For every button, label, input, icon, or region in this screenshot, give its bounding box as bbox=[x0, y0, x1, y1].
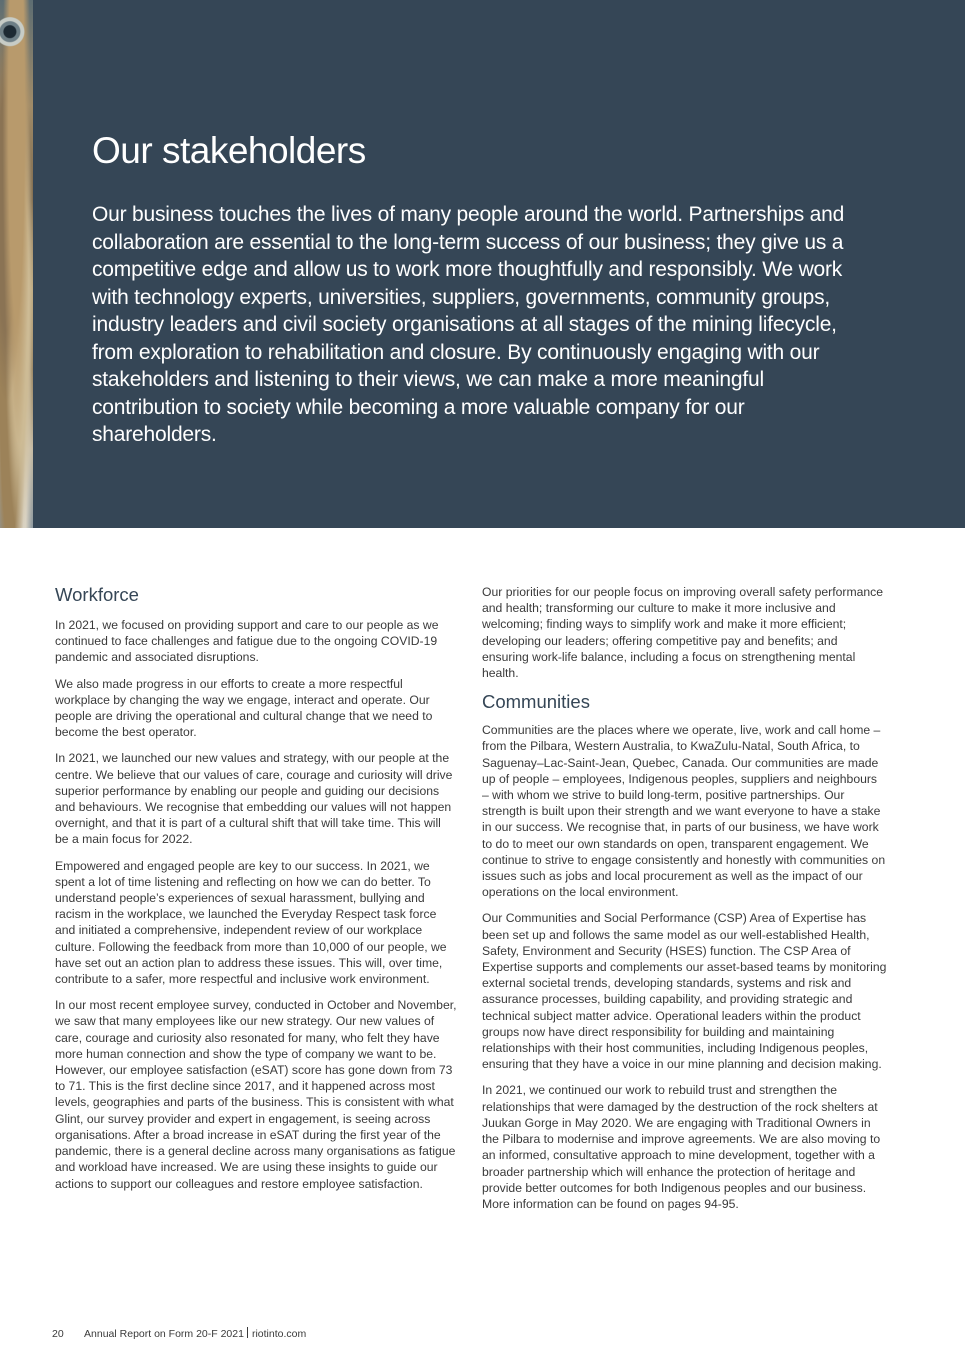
website-link[interactable]: riotinto.com bbox=[251, 1328, 307, 1340]
footer-divider bbox=[247, 1327, 248, 1338]
hero-banner bbox=[0, 0, 965, 528]
left-column bbox=[55, 584, 457, 1202]
communities-paragraph: Communities are the places where we operate, live, work and call home – from the Pilbara, Western Australia, to KwaZulu-Natal, South Africa, to Saguenay–Lac-Saint-Jean, Quebec, Canada. Our communities are made up of people – employees, Indigenous peoples, suppliers and neighbours – with whom we strive to build long-term, positive partnerships. Our strength is built upon their strength and we want everyone to have a stake in our success. We recognise that, in parts of our business, we have work to do to meet our own standards on open, transparent engagement. We continue to strive to engage consistently and honestly with communities on issues such as jobs and local procurement as well as the impact of our operations on the local environment. bbox=[482, 723, 886, 900]
priorities-paragraph: Our priorities for our people focus on improving overall safety performance and health; transforming our culture to make it more inclusive and welcoming; finding ways to simplify work and make it more efficient; developing our leaders; offering competitive pay and benefits; and ensuring work-life balance, including a focus on strengthening mental health. bbox=[482, 585, 884, 681]
workforce-paragraph: Empowered and engaged people are key to our success. In 2021, we spent a lot of time listening and reflecting on how we can do better. To understand people’s experiences of sexual harassment, bullying and racism in the workplace, we launched the Everyday Respect task force and initiated a comprehensive, independent review of our workplace culture. Following the feedback from more than 10,000 of our people, we have set out an action plan to address these issues. This will, over time, contribute to a safer, more respectful and inclusive work environment. bbox=[55, 858, 447, 987]
communities-paragraph: Our Communities and Social Performance (CSP) Area of Expertise has been set up and follows the same model as our well-established Health, Safety, Environment and Security (HSES) function. The CSP Area of Expertise supports and complements our asset-based teams by monitoring external societal trends, developing standards, systems and risk and assurance processes, building capability, and providing strategic and technical subject matter advice. Operational leaders within the product groups now have direct responsibility for building and maintaining relationships with their host communities, including Indigenous peoples, ensuring that they have a voice in our mine planning and decision making. bbox=[482, 911, 887, 1072]
page-number: 20 bbox=[52, 1328, 64, 1340]
report-name: Annual Report on Form 20-F 2021 bbox=[84, 1328, 244, 1340]
workforce-heading: Workforce bbox=[55, 584, 139, 605]
workforce-paragraph: In our most recent employee survey, conducted in October and November, we saw that many employees like our new strategy. Our new values of care, courage and curiosity also resonated for many, who felt they have more human connection and show the type of company we want to be. However, our employee satisfaction (eSAT) score has gone down from 73 to 71. This is the first decline since 2017, and it happened across most levels, geographies and parts of the business. This is consistent with what Glint, our survey provider and expert in engagement, is seeing across organisations. After a broad increase in eSAT during the first year of the pandemic, there is a general decline across many organisations as fatigue and workload have increased. We are using these insights to guide our actions to support our colleagues and restore employee satisfaction. bbox=[55, 998, 457, 1191]
intro-paragraph: Our business touches the lives of many people around the world. Partnerships and collaboration are essential to the long-term success of our business; they give us a competitive edge and allow us to work more thoughtfully and responsibly. We work with technology experts, universities, suppliers, governments, community groups, industry leaders and civil society organisations at all stages of the mining lifecycle, from exploration to rehabilitation and closure. By continuously engaging with our stakeholders and listening to their views, we can make a more meaningful contribution to society while becoming a more valuable company for our shareholders. bbox=[92, 203, 845, 446]
cover-image-strip bbox=[0, 0, 33, 528]
page-title: Our stakeholders bbox=[92, 130, 366, 171]
page-footer bbox=[52, 1327, 306, 1340]
workforce-paragraph: In 2021, we focused on providing support and care to our people as we continued to face challenges and fatigue due to the ongoing COVID-19 pandemic and associated disruptions. bbox=[55, 618, 439, 665]
communities-paragraph: In 2021, we continued our work to rebuild trust and strengthen the relationships that were damaged by the destruction of the rock shelters at Juukan Gorge in May 2020. We are engaging with Traditional Owners in the Pilbara to modernise and improve agreements. We are also moving to an informed, consultative approach to mine development, together with a broader partnership which will enhance the protection of heritage and provide better outcomes for both Indigenous peoples and our business. More information can be found on pages 94-95. bbox=[482, 1083, 881, 1211]
workforce-paragraph: We also made progress in our efforts to create a more respectful workplace by changing the way we engage, interact and operate. Our people are driving the operational and cultural change that we need to become the best operator. bbox=[55, 676, 433, 740]
right-column bbox=[482, 584, 887, 1222]
workforce-paragraph: In 2021, we launched our new values and strategy, with our people at the centre. We believe that our values of care, courage and curiosity will drive superior performance by enabling our people and guiding our decisions and behaviours. We recognise that embedding our values will not happen overnight, and that it is part of a cultural shift that will take time. This will be a main focus for 2022. bbox=[55, 751, 453, 847]
communities-heading: Communities bbox=[482, 691, 590, 713]
